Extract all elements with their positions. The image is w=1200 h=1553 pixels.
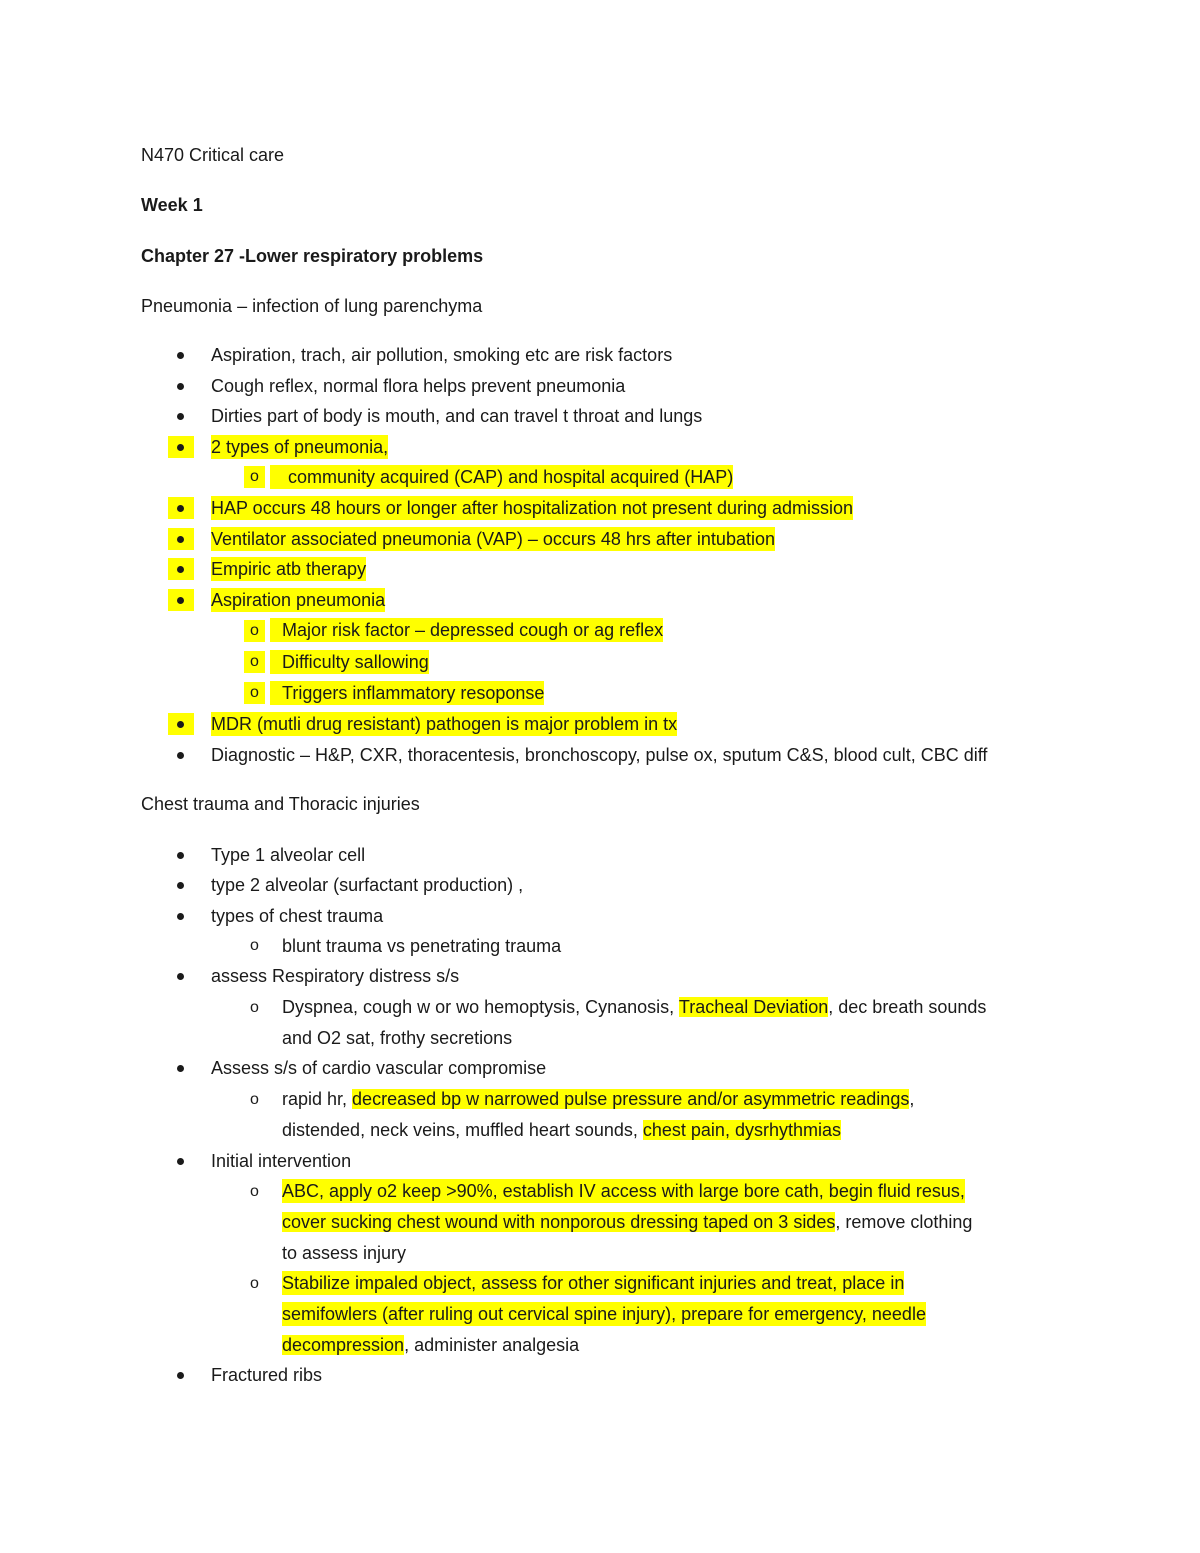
list-subitem-highlighted: semifowlers (after ruling out cervical spine injury), prepare for emergency, needle	[282, 1304, 926, 1324]
list-item: Type 1 alveolar cell	[211, 845, 366, 865]
text-run: distended, neck veins, muffled heart sounds,	[282, 1120, 643, 1140]
list-subitem-continuation	[282, 1118, 841, 1142]
list-item: type 2 alveolar (surfactant production) ,	[211, 875, 524, 895]
text-run: , dec breath sounds	[828, 997, 987, 1017]
section-heading-pneumonia: Pneumonia – infection of lung parenchyma	[141, 296, 483, 316]
list-item: Aspiration, trach, air pollution, smoking etc are risk factors	[211, 345, 673, 365]
bullet-marker	[168, 905, 194, 927]
list-item: assess Respiratory distress s/s	[211, 966, 460, 986]
bullet-marker	[168, 1150, 194, 1172]
text-run: ,	[909, 1089, 915, 1109]
bullet-marker	[168, 528, 194, 550]
list-item: Cough reflex, normal flora helps prevent pneumonia	[211, 376, 626, 396]
chapter-heading: Chapter 27 -Lower respiratory problems	[141, 246, 484, 266]
list-subitem-highlighted: ABC, apply o2 keep >90%, establish IV access with large bore cath, begin fluid resus,	[282, 1181, 965, 1201]
bullet-marker	[168, 344, 194, 366]
list-subitem-highlighted: Major risk factor – depressed cough or ag reflex	[270, 618, 663, 642]
list-item: Initial intervention	[211, 1151, 352, 1171]
list-subitem-continuation	[282, 1210, 972, 1234]
list-item: Diagnostic – H&P, CXR, thoracentesis, bronchoscopy, pulse ox, sputum C&S, blood cult, CBC diff	[211, 745, 988, 765]
bullet-marker	[168, 497, 194, 519]
sub-bullet-marker: o	[244, 682, 265, 704]
list-item-highlighted: Ventilator associated pneumonia (VAP) – occurs 48 hrs after intubation	[211, 529, 775, 549]
doc-title: N470 Critical care	[141, 145, 285, 165]
bullet-marker	[168, 874, 194, 896]
bullet-marker	[168, 558, 194, 580]
bullet-marker	[168, 965, 194, 987]
bullet-marker	[168, 744, 194, 766]
text-run: Dyspnea, cough w or wo hemoptysis, Cynanosis,	[282, 997, 679, 1017]
list-item: types of chest trauma	[211, 906, 384, 926]
list-item-highlighted: MDR (mutli drug resistant) pathogen is major problem in tx	[211, 714, 678, 734]
list-subitem-continuation	[282, 1333, 579, 1357]
list-subitem-highlighted: Difficulty sallowing	[270, 650, 429, 674]
sub-bullet-marker: o	[250, 1183, 259, 1200]
list-item: Dirties part of body is mouth, and can travel t throat and lungs	[211, 406, 703, 426]
list-item: Fractured ribs	[211, 1365, 323, 1385]
sub-bullet-marker: o	[244, 466, 265, 488]
list-subitem-continuation: to assess injury	[282, 1243, 407, 1263]
bullet-marker	[168, 844, 194, 866]
text-run-highlighted: chest pain, dysrhythmias	[642, 1120, 841, 1140]
list-subitem	[282, 1087, 914, 1111]
list-item-highlighted: Aspiration pneumonia	[211, 590, 386, 610]
text-run-highlighted: cover sucking chest wound with nonporous dressing taped on 3 sides	[282, 1212, 836, 1232]
list-item: Assess s/s of cardio vascular compromise	[211, 1058, 547, 1078]
bullet-marker	[168, 1364, 194, 1386]
section-heading-chest-trauma: Chest trauma and Thoracic injuries	[141, 794, 420, 814]
sub-bullet-marker: o	[250, 1091, 259, 1108]
sub-bullet-marker: o	[244, 651, 265, 673]
text-run-highlighted: Tracheal Deviation	[678, 997, 829, 1017]
sub-bullet-marker: o	[244, 620, 265, 642]
bullet-marker	[168, 436, 194, 458]
list-item-highlighted: HAP occurs 48 hours or longer after hospitalization not present during admission	[211, 498, 854, 518]
bullet-marker	[168, 1057, 194, 1079]
text-run-highlighted: decreased bp w narrowed pulse pressure and/or asymmetric readings	[352, 1089, 910, 1109]
bullet-marker	[168, 375, 194, 397]
list-subitem: blunt trauma vs penetrating trauma	[282, 936, 562, 956]
bullet-marker	[168, 589, 194, 611]
text-run: , remove clothing	[835, 1212, 973, 1232]
sub-bullet-marker: o	[250, 1275, 259, 1292]
list-subitem-highlighted: community acquired (CAP) and hospital acquired (HAP)	[270, 465, 733, 489]
text-run: , administer analgesia	[404, 1335, 580, 1355]
list-item-highlighted: Empiric atb therapy	[211, 559, 367, 579]
text-run-highlighted: decompression	[282, 1335, 405, 1355]
list-subitem-continuation: and O2 sat, frothy secretions	[282, 1028, 513, 1048]
list-subitem	[282, 995, 986, 1019]
text-run: rapid hr,	[282, 1089, 353, 1109]
sub-bullet-marker: o	[250, 937, 259, 954]
bullet-marker	[168, 713, 194, 735]
list-item-highlighted: 2 types of pneumonia,	[211, 437, 389, 457]
bullet-marker	[168, 405, 194, 427]
list-subitem-highlighted: Triggers inflammatory resoponse	[270, 681, 544, 705]
sub-bullet-marker: o	[250, 999, 259, 1016]
list-subitem-highlighted: Stabilize impaled object, assess for other significant injuries and treat, place in	[282, 1273, 905, 1293]
week-heading: Week 1	[141, 195, 203, 215]
